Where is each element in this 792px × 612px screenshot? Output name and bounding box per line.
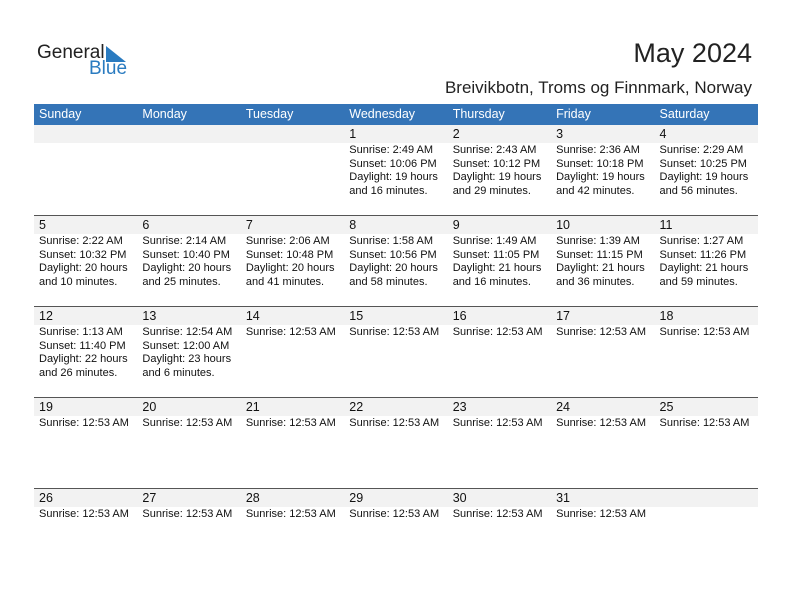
day-cell <box>655 489 758 522</box>
day-number: 19 <box>39 400 53 414</box>
detail-line: Sunrise: 12:53 AM <box>245 417 336 429</box>
day-number: 20 <box>142 400 157 414</box>
detail-line: Daylight: 19 hours <box>659 171 749 183</box>
detail-line: Sunset: 11:05 PM <box>452 248 540 261</box>
day-details <box>556 416 654 431</box>
detail-line: and 36 minutes. <box>556 275 635 288</box>
day-cell <box>137 125 240 198</box>
day-number <box>39 125 137 143</box>
detail-line: Sunrise: 12:53 AM <box>142 417 233 429</box>
week-cells <box>34 489 758 522</box>
day-number: 14 <box>245 309 260 323</box>
day-cell <box>344 216 447 289</box>
detail-line: Sunrise: 12:53 AM <box>556 508 646 520</box>
detail-line: Sunrise: 2:36 AM <box>556 144 640 156</box>
day-details <box>39 507 137 522</box>
day-details <box>142 234 240 289</box>
day-cell <box>448 216 551 289</box>
day-details <box>660 234 758 289</box>
detail-line: Daylight: 21 hours <box>452 262 542 274</box>
weekday-monday: Monday <box>142 107 187 121</box>
weekday-saturday: Saturday <box>659 107 710 121</box>
weekday-thursday: Thursday <box>452 107 505 121</box>
day-cell <box>137 489 240 522</box>
day-details <box>556 325 654 340</box>
detail-line: Sunrise: 12:53 AM <box>245 508 336 520</box>
day-number: 7 <box>245 218 253 232</box>
day-cell <box>241 216 344 289</box>
detail-line: Sunrise: 1:49 AM <box>452 235 537 247</box>
page-title: May 2024 <box>633 38 752 68</box>
day-details <box>556 507 654 522</box>
week-cells <box>34 216 758 289</box>
detail-line: and 59 minutes. <box>659 275 738 288</box>
detail-line: Sunset: 10:06 PM <box>349 157 437 170</box>
day-details <box>39 234 137 289</box>
day-number: 1 <box>349 127 357 141</box>
day-cell <box>344 125 447 198</box>
day-details <box>246 143 344 144</box>
detail-line: Daylight: 19 hours <box>556 171 645 183</box>
day-number: 6 <box>142 218 150 232</box>
detail-line: Sunrise: 1:27 AM <box>659 235 744 247</box>
detail-line: Sunset: 10:56 PM <box>349 248 437 261</box>
detail-line: Sunset: 10:25 PM <box>659 157 747 170</box>
detail-line: Sunrise: 12:53 AM <box>556 417 646 429</box>
day-number: 27 <box>142 491 157 505</box>
day-number: 15 <box>349 309 364 323</box>
day-details <box>142 143 240 144</box>
day-cell <box>448 398 551 431</box>
day-details <box>349 234 447 289</box>
day-number: 17 <box>556 309 571 323</box>
day-details <box>246 234 344 289</box>
day-number: 10 <box>556 218 571 232</box>
day-number: 8 <box>349 218 357 232</box>
day-details <box>349 325 447 340</box>
detail-line: Sunrise: 2:49 AM <box>349 144 434 156</box>
detail-line: Sunrise: 1:39 AM <box>556 235 640 247</box>
day-number: 3 <box>556 127 564 141</box>
detail-line: Sunrise: 12:53 AM <box>39 508 129 520</box>
day-cell <box>34 398 137 431</box>
detail-line: Sunrise: 12:53 AM <box>349 508 440 520</box>
detail-line: Sunrise: 12:53 AM <box>142 508 233 520</box>
logo-general: General <box>37 42 105 63</box>
weekday-tuesday: Tuesday <box>245 107 294 121</box>
day-cell <box>551 216 654 289</box>
day-details <box>660 416 758 431</box>
detail-line: Daylight: 22 hours <box>39 353 128 365</box>
day-details <box>246 325 344 340</box>
detail-line: and 56 minutes. <box>659 184 738 197</box>
detail-line: Sunrise: 2:29 AM <box>659 144 744 156</box>
day-cell <box>34 307 137 380</box>
detail-line: Daylight: 20 hours <box>39 262 128 274</box>
day-cell <box>655 398 758 431</box>
detail-line: Sunset: 10:32 PM <box>39 248 127 261</box>
detail-line: Daylight: 20 hours <box>349 262 438 274</box>
day-cell <box>137 216 240 289</box>
day-details <box>660 325 758 340</box>
day-number: 5 <box>39 218 46 232</box>
day-cell <box>551 125 654 198</box>
day-cell <box>551 489 654 522</box>
day-number: 2 <box>452 127 460 141</box>
week-row <box>34 306 758 397</box>
detail-line: Sunrise: 2:43 AM <box>452 144 537 156</box>
calendar-grid <box>34 104 758 579</box>
week-cells <box>34 307 758 380</box>
detail-line: Sunrise: 12:53 AM <box>452 417 543 429</box>
day-number: 4 <box>659 127 667 141</box>
day-number: 22 <box>349 400 364 414</box>
week-cells <box>34 398 758 431</box>
day-cell <box>344 489 447 522</box>
detail-line: Sunset: 11:15 PM <box>556 248 643 261</box>
detail-line: Daylight: 21 hours <box>556 262 645 274</box>
detail-line: Sunset: 10:12 PM <box>452 157 541 170</box>
detail-line: Sunset: 10:40 PM <box>142 248 230 261</box>
detail-line: Sunset: 12:00 AM <box>142 339 230 352</box>
day-details <box>246 416 344 431</box>
day-number: 13 <box>142 309 157 323</box>
detail-line: Sunrise: 12:53 AM <box>245 326 336 338</box>
detail-line: Daylight: 19 hours <box>452 171 542 183</box>
detail-line: and 26 minutes. <box>39 366 118 379</box>
detail-line: Sunrise: 2:22 AM <box>39 235 123 247</box>
detail-line: Daylight: 21 hours <box>659 262 749 274</box>
day-number: 29 <box>349 491 364 505</box>
day-details <box>39 416 137 431</box>
day-cell <box>448 489 551 522</box>
logo-blue: Blue <box>89 58 128 79</box>
day-details <box>349 416 447 431</box>
detail-line: and 58 minutes. <box>349 275 428 288</box>
day-cell <box>137 307 240 380</box>
day-number: 18 <box>659 309 674 323</box>
detail-line: and 41 minutes. <box>245 275 325 288</box>
day-cell <box>655 307 758 380</box>
detail-line: and 42 minutes. <box>556 184 635 197</box>
detail-line: Sunrise: 12:53 AM <box>349 326 440 338</box>
detail-line: Sunrise: 2:06 AM <box>245 235 330 247</box>
day-details <box>660 507 758 508</box>
detail-line: Sunset: 10:18 PM <box>556 157 644 170</box>
day-cell <box>551 307 654 380</box>
day-details <box>39 325 137 380</box>
day-cell <box>34 216 137 289</box>
weekday-friday: Friday <box>556 107 591 121</box>
day-cell <box>241 489 344 522</box>
location: Breivikbotn, Troms og Finnmark, Norway <box>444 78 752 97</box>
week-cells <box>34 125 758 198</box>
day-cell <box>448 307 551 380</box>
detail-line: Sunrise: 2:14 AM <box>142 235 227 247</box>
detail-line: Sunset: 11:40 PM <box>39 339 126 352</box>
day-cell <box>344 398 447 431</box>
day-details <box>39 143 137 144</box>
detail-line: Sunrise: 12:53 AM <box>349 417 440 429</box>
day-details <box>349 507 447 522</box>
detail-line: and 25 minutes. <box>142 275 221 288</box>
day-cell <box>34 489 137 522</box>
day-cell <box>551 398 654 431</box>
day-details <box>142 325 240 380</box>
detail-line: Sunset: 11:26 PM <box>659 248 747 261</box>
week-row <box>34 397 758 488</box>
day-cell <box>241 307 344 380</box>
day-cell <box>448 125 551 198</box>
day-cell <box>241 398 344 431</box>
detail-line: and 6 minutes. <box>142 366 215 379</box>
day-cell <box>655 216 758 289</box>
day-number <box>660 489 758 507</box>
day-number <box>142 125 240 143</box>
day-number: 12 <box>39 309 53 323</box>
day-details <box>246 507 344 522</box>
detail-line: Daylight: 19 hours <box>349 171 438 183</box>
day-details <box>453 325 551 340</box>
day-number: 23 <box>452 400 467 414</box>
detail-line: Sunrise: 12:53 AM <box>659 326 750 338</box>
detail-line: Sunrise: 12:53 AM <box>556 326 646 338</box>
detail-line: Sunrise: 12:53 AM <box>452 326 543 338</box>
day-number: 21 <box>245 400 260 414</box>
day-details <box>142 416 240 431</box>
day-details <box>453 234 551 289</box>
day-details <box>556 234 654 289</box>
detail-line: Sunset: 10:48 PM <box>245 248 334 261</box>
day-number: 24 <box>556 400 571 414</box>
day-number: 9 <box>452 218 460 232</box>
detail-line: Daylight: 23 hours <box>142 353 232 365</box>
detail-line: Sunrise: 12:53 AM <box>452 508 543 520</box>
day-details <box>556 143 654 198</box>
detail-line: Sunrise: 12:53 AM <box>659 417 750 429</box>
day-number <box>246 125 344 143</box>
day-cell <box>137 398 240 431</box>
detail-line: and 16 minutes. <box>452 275 531 288</box>
day-details <box>453 507 551 522</box>
detail-line: and 29 minutes. <box>452 184 531 197</box>
day-cell <box>655 125 758 198</box>
detail-line: Sunrise: 1:58 AM <box>349 235 434 247</box>
weekday-header <box>34 104 758 125</box>
weekday-sunday: Sunday <box>39 107 82 121</box>
week-row <box>34 488 758 579</box>
day-number: 31 <box>556 491 571 505</box>
detail-line: Sunrise: 12:53 AM <box>39 417 129 429</box>
day-number: 28 <box>245 491 260 505</box>
detail-line: Daylight: 20 hours <box>245 262 335 274</box>
day-details <box>142 507 240 522</box>
day-number: 30 <box>452 491 467 505</box>
day-details <box>349 143 447 198</box>
day-number: 11 <box>659 218 673 232</box>
day-cell <box>34 125 137 198</box>
day-number: 16 <box>452 309 467 323</box>
weekday-wednesday: Wednesday <box>349 107 416 121</box>
detail-line: Sunrise: 1:13 AM <box>39 326 123 338</box>
day-details <box>453 143 551 198</box>
day-details <box>660 143 758 198</box>
day-number: 26 <box>39 491 53 505</box>
detail-line: and 10 minutes. <box>39 275 118 288</box>
day-cell <box>344 307 447 380</box>
day-number: 25 <box>659 400 674 414</box>
day-details <box>453 416 551 431</box>
week-row <box>34 125 758 215</box>
day-cell <box>241 125 344 198</box>
detail-line: and 16 minutes. <box>349 184 428 197</box>
detail-line: Sunrise: 12:54 AM <box>142 326 233 338</box>
detail-line: Daylight: 20 hours <box>142 262 232 274</box>
week-row <box>34 215 758 306</box>
